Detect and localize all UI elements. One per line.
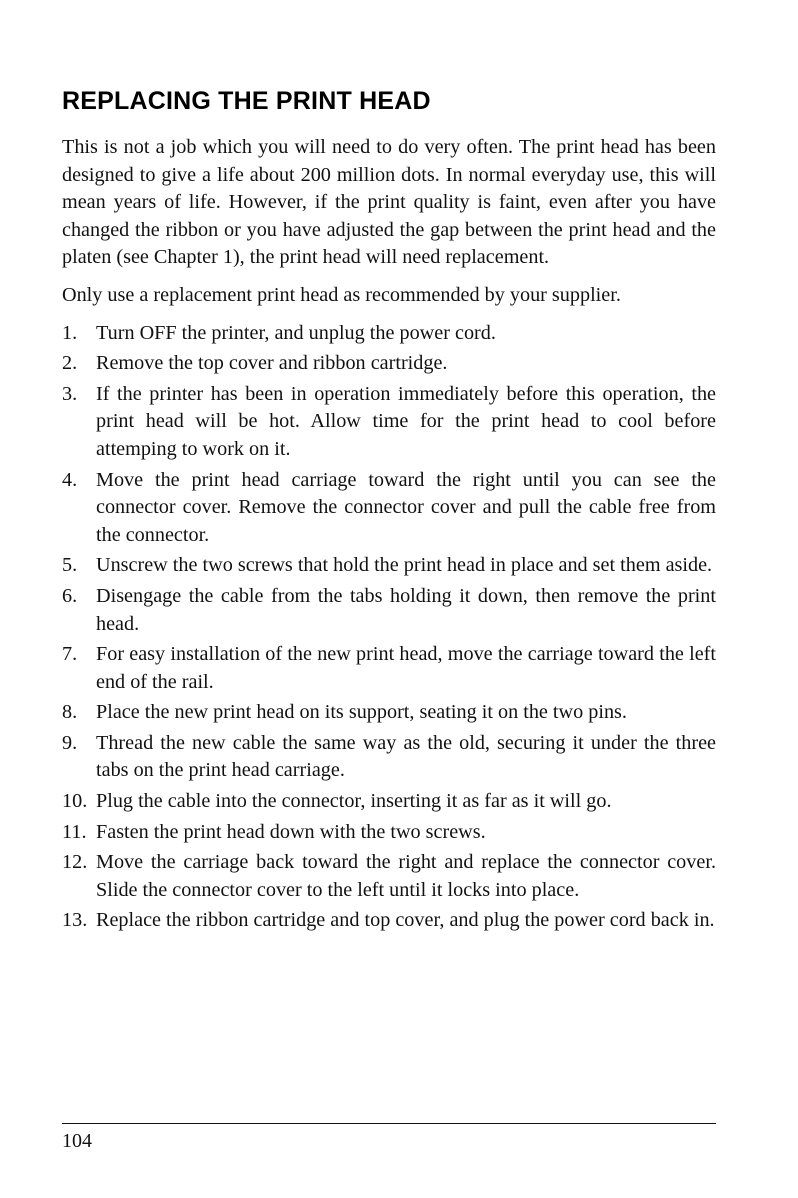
step-number: 9. [62,731,78,754]
step-text: Turn OFF the printer, and unplug the power cord. [96,321,496,344]
step-10 [62,788,716,816]
step-3 [62,381,716,464]
section-heading: REPLACING THE PRINT HEAD [62,87,431,115]
step-number: 3. [62,382,78,405]
page-number: 104 [62,1130,92,1152]
step-text: Move the print head carriage toward the right until you can see the connector cover. Remove the connector cover and pull the cable free from the connector. [96,468,716,546]
step-2 [62,350,716,378]
step-4 [62,467,716,550]
step-text: Remove the top cover and ribbon cartridge. [96,352,448,375]
step-11 [62,819,716,847]
intro-paragraph: This is not a job which you will need to do very often. The print head has been designed to give a life about 200 million dots. In normal everyday use, this will mean years of life. However, if the print quality is faint, even after you have changed the ribbon or you have adjusted the gap between the print head and the platen (see Chapter 1), the print head will need replacement. [62,136,716,269]
step-text: Thread the new cable the same way as the old, securing it under the three tabs on the print head carriage. [96,731,716,782]
step-8 [62,699,716,727]
step-number: 12. [62,851,88,874]
step-number: 1. [62,321,78,344]
step-number: 6. [62,584,78,607]
step-7 [62,641,716,696]
step-number: 13. [62,909,88,932]
step-text: Place the new print head on its support, seating it on the two pins. [96,701,627,724]
step-13 [62,907,716,935]
supplier-note-paragraph: Only use a replacement print head as recommended by your supplier. [62,283,621,306]
step-text: Plug the cable into the connector, inserting it as far as it will go. [96,790,612,813]
step-6 [62,583,716,638]
page-content [62,84,716,938]
step-12 [62,849,716,904]
step-text: Unscrew the two screws that hold the print head in place and set them aside. [96,554,713,577]
step-text: Replace the ribbon cartridge and top cover, and plug the power cord back in. [96,909,715,932]
step-number: 8. [62,701,78,724]
step-5 [62,552,716,580]
step-number: 4. [62,468,78,491]
step-1 [62,320,716,348]
step-text: Fasten the print head down with the two screws. [96,820,486,843]
step-text: For easy installation of the new print head, move the carriage toward the left end of the rail. [96,643,716,693]
step-9 [62,730,716,785]
step-text: Move the carriage back toward the right and replace the connector cover. Slide the connector cover to the left until it locks into place. [96,851,716,901]
step-number: 2. [62,352,78,375]
step-number: 5. [62,554,78,577]
step-text: If the printer has been in operation immediately before this operation, the print head will be hot. Allow time for the print head to cool before attemping to work on it. [96,382,716,460]
procedure-steps-list [62,320,716,935]
step-text: Disengage the cable from the tabs holding it down, then remove the print head. [96,584,716,635]
step-number: 10. [62,790,88,813]
step-number: 11. [62,820,87,843]
footer-divider [62,1123,716,1124]
step-number: 7. [62,643,78,666]
